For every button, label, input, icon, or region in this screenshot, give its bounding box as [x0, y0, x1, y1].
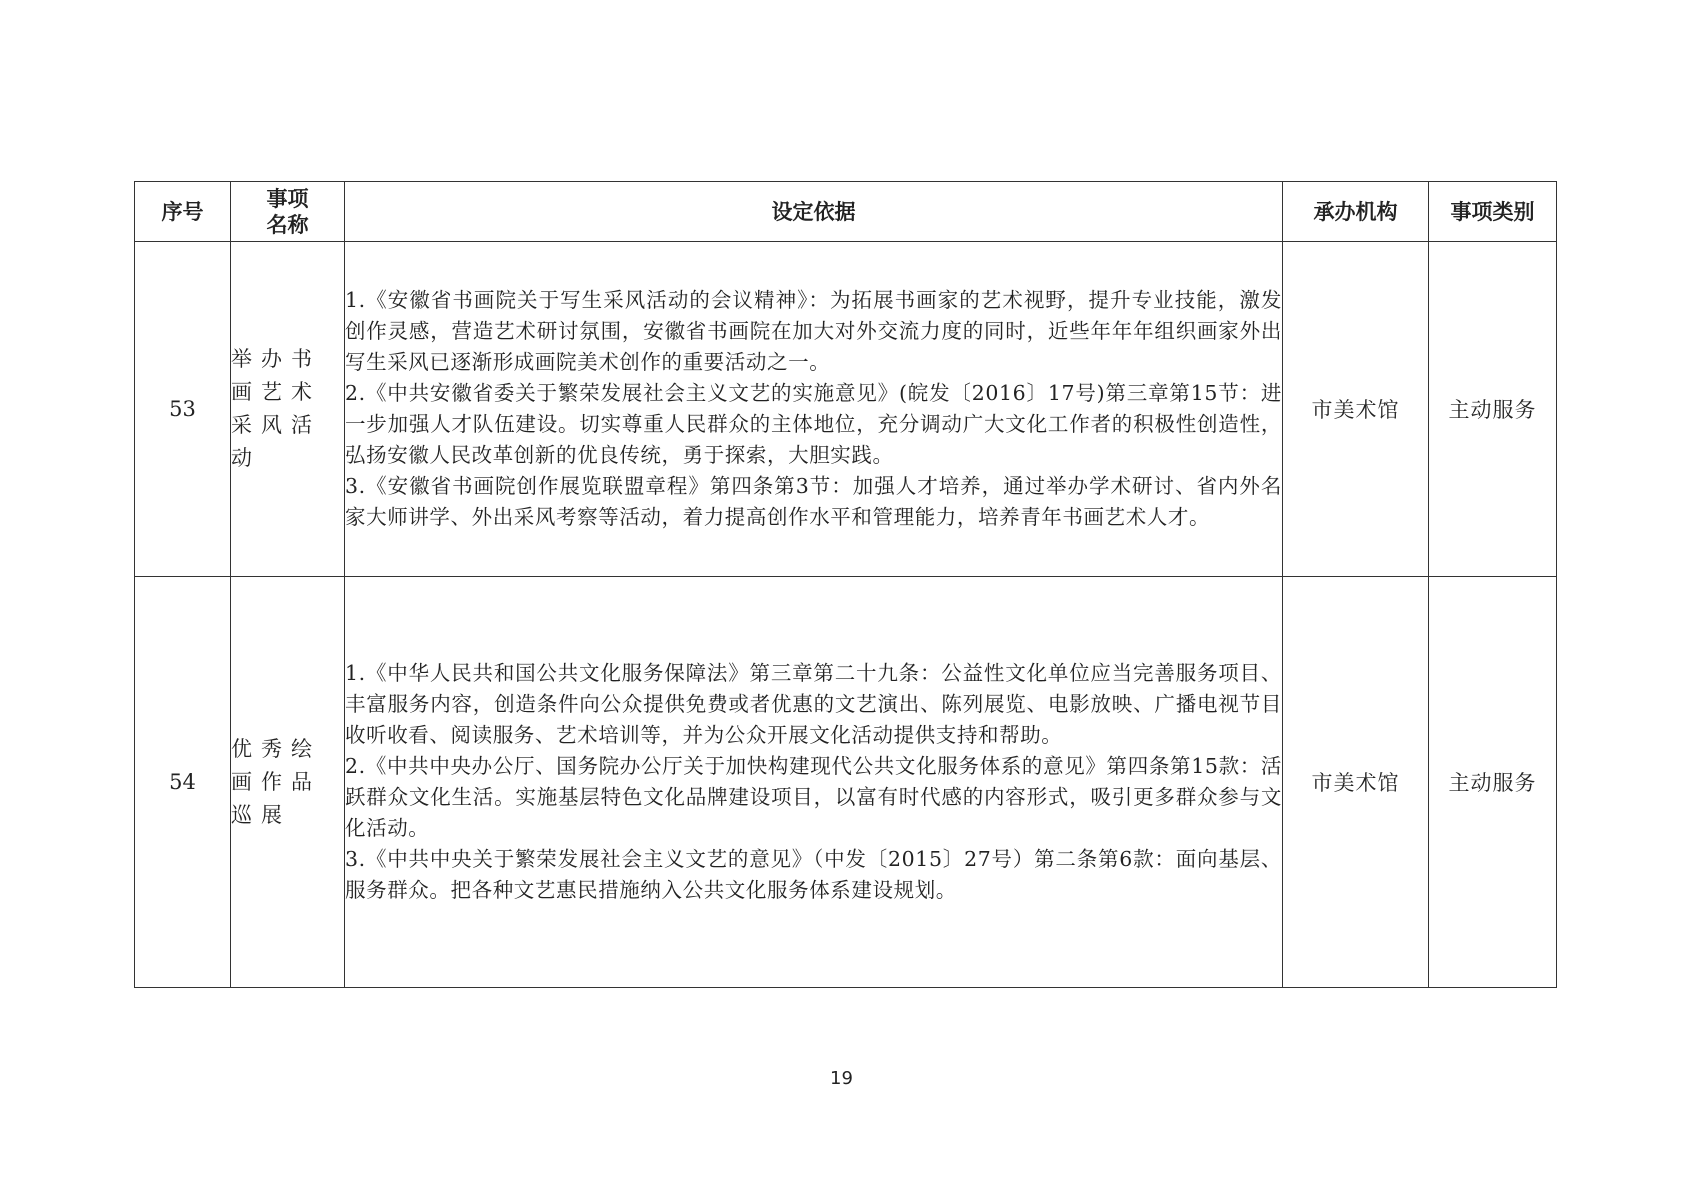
header-name: 事项名称: [231, 182, 345, 242]
row-name: 举办书画艺术采风活动: [231, 242, 345, 577]
header-org: 承办机构: [1283, 182, 1429, 242]
row-basis: [345, 577, 1283, 988]
row-seq: 54: [135, 577, 231, 988]
basis-item: 2.《中共中央办公厅、国务院办公厅关于加快构建现代公共文化服务体系的意见》第四条第15款：活跃群众文化生活。实施基层特色文化品牌建设项目，以富有时代感的内容形式，吸引更多群众参与文化活动。: [345, 754, 1282, 840]
table-row: [135, 577, 1557, 988]
basis-item: 1.《中华人民共和国公共文化服务保障法》第三章第二十九条：公益性文化单位应当完善服务项目、丰富服务内容，创造条件向公众提供免费或者优惠的文艺演出、陈列展览、电影放映、广播电视节目收听收看、阅读服务、艺术培训等，并为公众开展文化活动提供支持和帮助。: [345, 661, 1282, 747]
table-row: [135, 242, 1557, 577]
header-basis: 设定依据: [345, 182, 1283, 242]
page-number: 19: [830, 1068, 853, 1089]
header-seq: 序号: [135, 182, 231, 242]
header-row: [135, 182, 1557, 242]
row-category: 主动服务: [1429, 242, 1557, 577]
basis-item: 1.《安徽省书画院关于写生采风活动的会议精神》：为拓展书画家的艺术视野，提升专业技能，激发创作灵感，营造艺术研讨氛围，安徽省书画院在加大对外交流力度的同时，近些年年年组织画家外出写生采风已逐渐形成画院美术创作的重要活动之一。: [345, 288, 1282, 374]
basis-item: 2.《中共安徽省委关于繁荣发展社会主义文艺的实施意见》(皖发〔2016〕17号)第三章第15节：进一步加强人才队伍建设。切实尊重人民群众的主体地位，充分调动广大文化工作者的积极性创造性，弘扬安徽人民改革创新的优良传统，勇于探索，大胆实践。: [345, 381, 1282, 467]
row-name: 优秀绘画作品巡展: [231, 577, 345, 988]
items-table: [134, 181, 1557, 988]
header-category: 事项类别: [1429, 182, 1557, 242]
row-seq: 53: [135, 242, 231, 577]
basis-item: 3.《安徽省书画院创作展览联盟章程》第四条第3节：加强人才培养，通过举办学术研讨、省内外名家大师讲学、外出采风考察等活动，着力提高创作水平和管理能力，培养青年书画艺术人才。: [345, 474, 1282, 529]
row-org: 市美术馆: [1283, 242, 1429, 577]
row-category: 主动服务: [1429, 577, 1557, 988]
row-basis: [345, 242, 1283, 577]
row-org: 市美术馆: [1283, 577, 1429, 988]
basis-item: 3.《中共中央关于繁荣发展社会主义文艺的意见》（中发〔2015〕27号）第二条第6款：面向基层、服务群众。把各种文艺惠民措施纳入公共文化服务体系建设规划。: [345, 847, 1282, 902]
